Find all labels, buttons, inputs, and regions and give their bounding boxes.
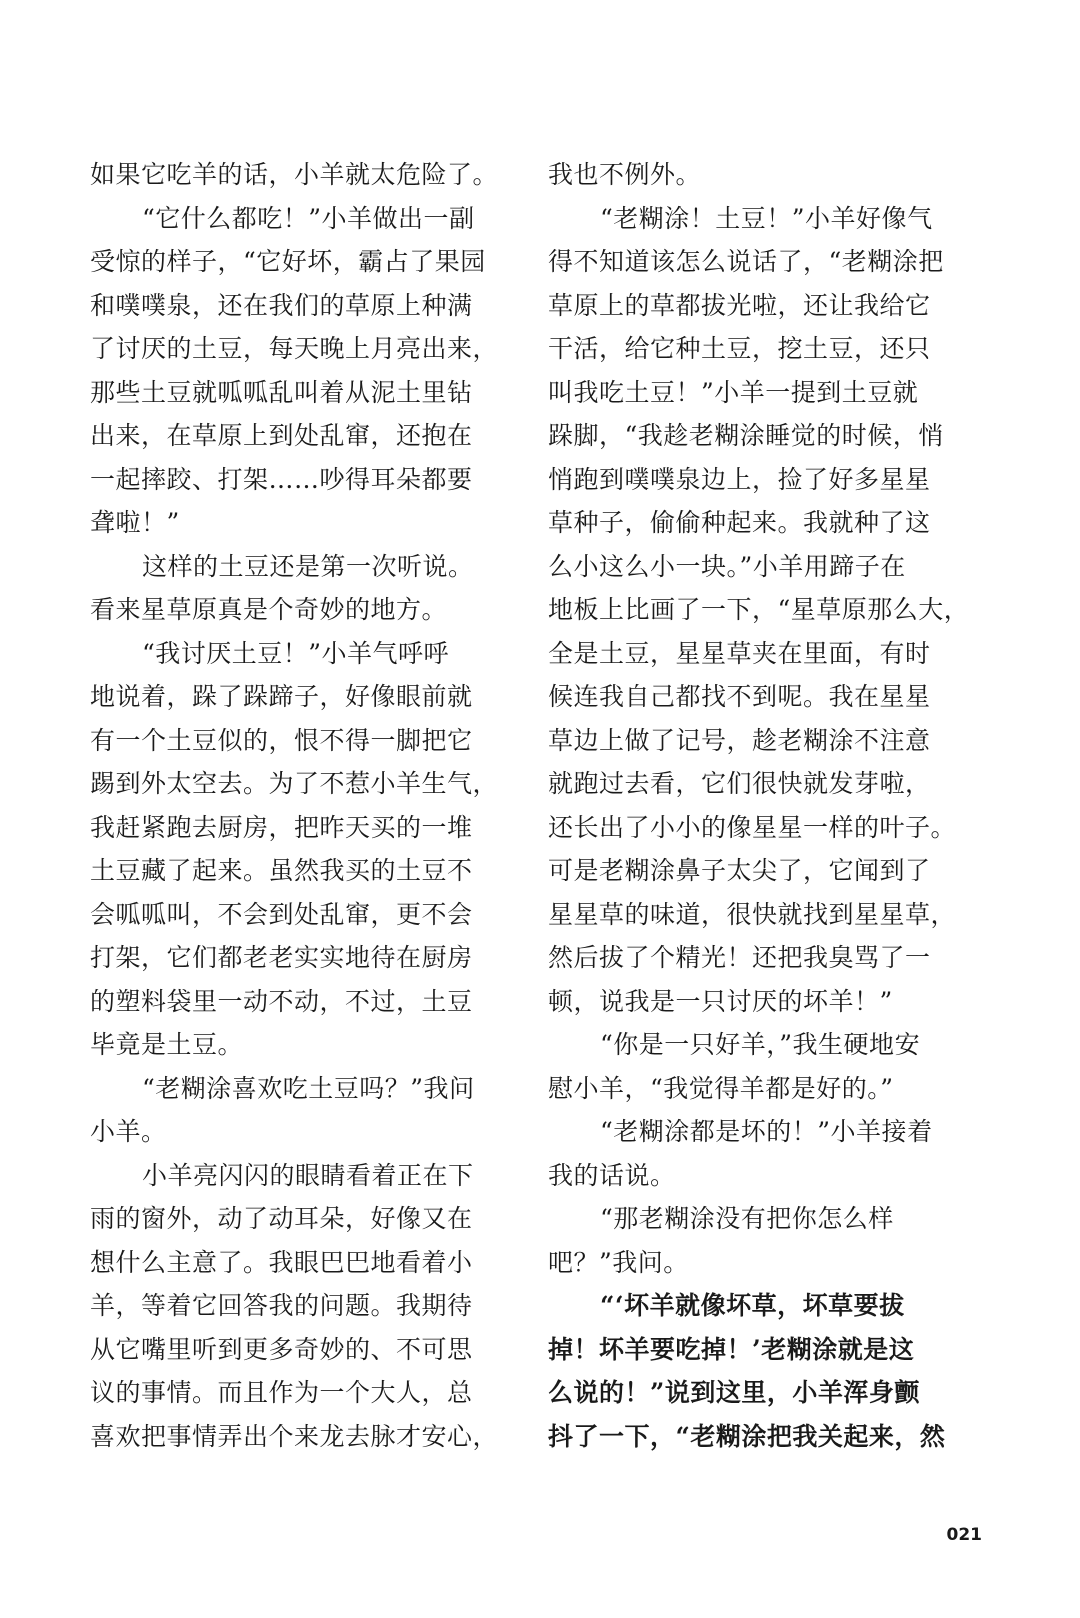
text-line: 从它嘴里听到更多奇妙的、不可思 (90, 1334, 473, 1364)
text-line: 受惊的样子，“它好坏，霸占了果园 (90, 247, 486, 276)
text-line: 看来星草原真是个奇妙的地方。 (90, 595, 448, 624)
text-line: 的塑料袋里一动不动，不过，土豆 (90, 986, 473, 1016)
text-line: 全是土豆，星星草夹在里面，有时 (548, 638, 931, 668)
text-line: 会呱呱叫，不会到处乱窜，更不会 (90, 899, 473, 929)
text-line: 有一个土豆似的，恨不得一脚把它 (90, 725, 473, 755)
text-line: “你是一只好羊，”我生硬地安 (600, 1030, 921, 1059)
text-line: 那些土豆就呱呱乱叫着从泥土里钻 (90, 377, 473, 407)
text-line: 毕竟是土豆。 (90, 1030, 244, 1059)
text-line: 草种子，偷偷种起来。我就种了这 (548, 508, 931, 537)
text-line: 地说着，跺了跺蹄子，好像眼前就 (90, 682, 473, 711)
text-line: 顿，说我是一只讨厌的坏羊！” (548, 986, 893, 1016)
text-line: 么说的！”说到这里，小羊浑身颤 (548, 1378, 920, 1407)
text-line: “‘坏羊就像坏草，坏草要拔 (600, 1291, 905, 1320)
text-line: “老糊涂喜欢吃土豆吗？”我问 (142, 1073, 475, 1103)
text-line: 议的事情。而且作为一个大人，总 (90, 1378, 473, 1407)
text-line: 就跑过去看，它们很快就发芽啦， (548, 769, 931, 798)
text-line: 跺脚，“我趁老糊涂睡觉的时候，悄 (548, 421, 944, 450)
text-line: “它什么都吃！”小羊做出一副 (142, 203, 475, 233)
text-line: 聋啦！” (90, 508, 180, 537)
text-line: 我也不例外。 (548, 160, 702, 189)
text-line: “那老糊涂没有把你怎么样 (600, 1204, 894, 1233)
text-line: 踢到外太空去。为了不惹小羊生气， (90, 769, 499, 798)
text-line: 抖了一下，“老糊涂把我关起来，然 (548, 1421, 946, 1451)
text-line: “老糊涂都是坏的！”小羊接着 (600, 1117, 933, 1146)
text-line: 么小这么小一块。”小羊用蹄子在 (548, 551, 906, 581)
text-line: 了讨厌的土豆，每天晚上月亮出来， (90, 334, 499, 363)
text-line: 想什么主意了。我眼巴巴地看着小 (90, 1247, 473, 1277)
text-line: 雨的窗外，动了动耳朵，好像又在 (90, 1204, 473, 1233)
text-line: 慰小羊，“我觉得羊都是好的。” (548, 1073, 894, 1103)
text-line: 干活，给它种土豆，挖土豆，还只 (548, 334, 931, 363)
text-line: 我的话说。 (548, 1160, 676, 1190)
text-line: 然后拔了个精光！还把我臭骂了一 (548, 943, 931, 972)
text-line: 可是老糊涂鼻子太尖了，它闻到了 (548, 856, 931, 885)
text-line: 小羊。 (90, 1117, 167, 1146)
text-line: 地板上比画了一下，“星草原那么大， (548, 595, 970, 624)
text-line: 这样的土豆还是第一次听说。 (142, 551, 474, 581)
text-line: 一起摔跤、打架……吵得耳朵都要 (90, 464, 473, 494)
text-line: 羊，等着它回答我的问题。我期待 (90, 1291, 473, 1320)
text-line: “老糊涂！土豆！”小羊好像气 (600, 203, 933, 233)
left-text-column (90, 153, 499, 1458)
text-line: 打架，它们都老老实实地待在厨房 (90, 943, 473, 972)
text-line: 和噗噗泉，还在我们的草原上种满 (90, 290, 473, 320)
text-line: 还长出了小小的像星星一样的叶子。 (548, 812, 957, 842)
right-text-column (548, 153, 970, 1458)
text-line: 喜欢把事情弄出个来龙去脉才安心， (90, 1421, 499, 1451)
text-line: 吧？”我问。 (548, 1247, 689, 1277)
text-line: 掉！坏羊要吃掉！’老糊涂就是这 (548, 1334, 915, 1364)
text-line: 小羊亮闪闪的眼睛看着正在下 (142, 1160, 474, 1190)
text-line: 得不知道该怎么说话了，“老糊涂把 (548, 247, 944, 276)
text-line: 候连我自己都找不到呢。我在星星 (548, 682, 931, 711)
text-line: 草原上的草都拔光啦，还让我给它 (548, 290, 931, 320)
text-line: 土豆藏了起来。虽然我买的土豆不 (90, 856, 473, 885)
text-line: 草边上做了记号，趁老糊涂不注意 (548, 725, 931, 755)
text-line: 如果它吃羊的话，小羊就太危险了。 (90, 160, 499, 189)
text-line: 出来，在草原上到处乱窜，还抱在 (90, 421, 473, 450)
page-number: 021 (946, 1525, 982, 1545)
text-line: “我讨厌土豆！”小羊气呼呼 (142, 638, 450, 668)
text-line: 我赶紧跑去厨房，把昨天买的一堆 (90, 812, 473, 842)
text-line: 星星草的味道，很快就找到星星草， (548, 899, 957, 929)
text-line: 悄跑到噗噗泉边上，捡了好多星星 (548, 464, 931, 494)
text-line: 叫我吃土豆！”小羊一提到土豆就 (548, 377, 919, 407)
